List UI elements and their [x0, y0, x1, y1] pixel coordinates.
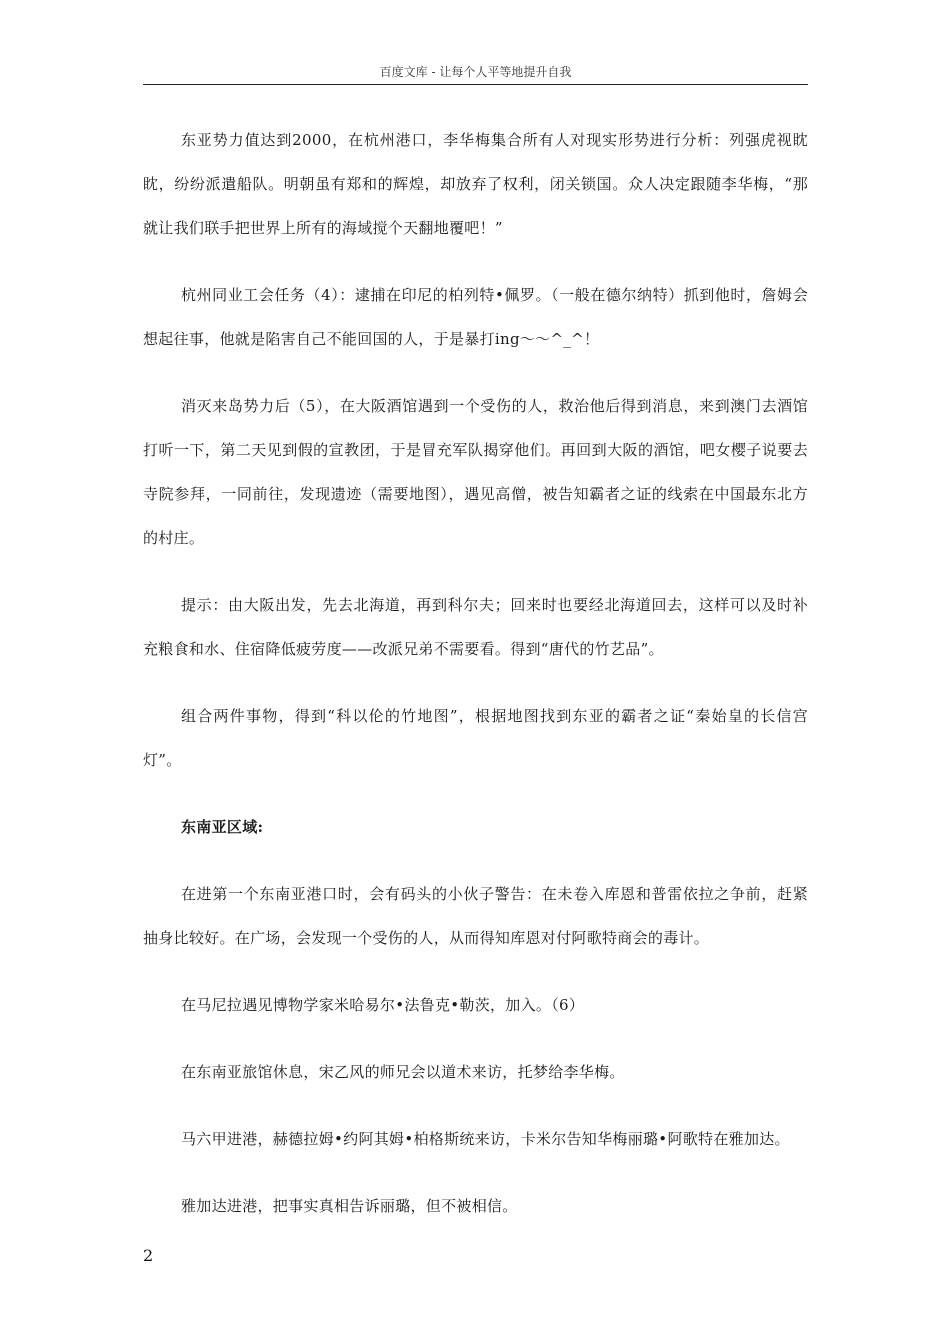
paragraph-combine-items: 组合两件事物，得到“科以伦的竹地图”，根据地图找到东亚的霸者之证“秦始皇的长信宫灯”。 — [143, 707, 808, 769]
page-header: 百度文库 - 让每个人平等地提升自我 — [143, 64, 808, 85]
paragraph-manila: 在马尼拉遇见博物学家米哈易尔•法鲁克•勒茨，加入。（6） — [181, 996, 585, 1014]
paragraph-inn-rest: 在东南亚旅馆休息，宋乙风的师兄会以道术来访，托梦给李华梅。 — [181, 1063, 625, 1081]
page-number: 2 — [143, 1246, 154, 1265]
paragraph-first-sea-port: 在进第一个东南亚港口时，会有码头的小伙子警告：在未卷入库恩和普雷依拉之争前，赶紧抽身比较好。在广场，会发现一个受伤的人，从而得知库恩对付阿歌特商会的毒计。 — [143, 885, 808, 947]
paragraph-tip: 提示：由大阪出发，先去北海道，再到科尔夫；回来时也要经北海道回去，这样可以及时补充粮食和水、住宿降低疲劳度——改派兄弟不需要看。得到“唐代的竹艺品”。 — [143, 596, 808, 658]
paragraph-osaka-tavern: 消灭来岛势力后（5），在大阪酒馆遇到一个受伤的人，救治他后得到消息，来到澳门去酒馆打听一下，第二天见到假的宣教团，于是冒充军队揭穿他们。再回到大阪的酒馆，吧女樱子说要去寺院参拜，一同前往，发现遗迹（需要地图），遇见高僧，被告知霸者之证的线索在中国最东北方的村庄。 — [143, 397, 808, 547]
document-body — [143, 118, 808, 1251]
paragraph-hangzhou-guild-task: 杭州同业工会任务（4）：逮捕在印尼的柏列特•佩罗。（一般在德尔纳特）抓到他时，詹姆会想起往事，他就是陷害自己不能回国的人，于是暴打ing～～^_^！ — [143, 286, 808, 348]
section-heading-southeast-asia: 东南亚区域: — [181, 818, 264, 836]
paragraph-east-asia-power: 东亚势力值达到2000，在杭州港口，李华梅集合所有人对现实形势进行分析：列强虎视眈眈，纷纷派遣船队。明朝虽有郑和的辉煌，却放弃了权利，闭关锁国。众人决定跟随李华梅，“那就让我们联手把世界上所有的海域搅个天翻地覆吧！” — [143, 131, 808, 237]
paragraph-jakarta: 雅加达进港，把事实真相告诉丽璐，但不被相信。 — [181, 1197, 518, 1215]
paragraph-malacca: 马六甲进港，赫德拉姆•约阿其姆•柏格斯统来访，卡米尔告知华梅丽璐•阿歌特在雅加达。 — [181, 1130, 790, 1148]
